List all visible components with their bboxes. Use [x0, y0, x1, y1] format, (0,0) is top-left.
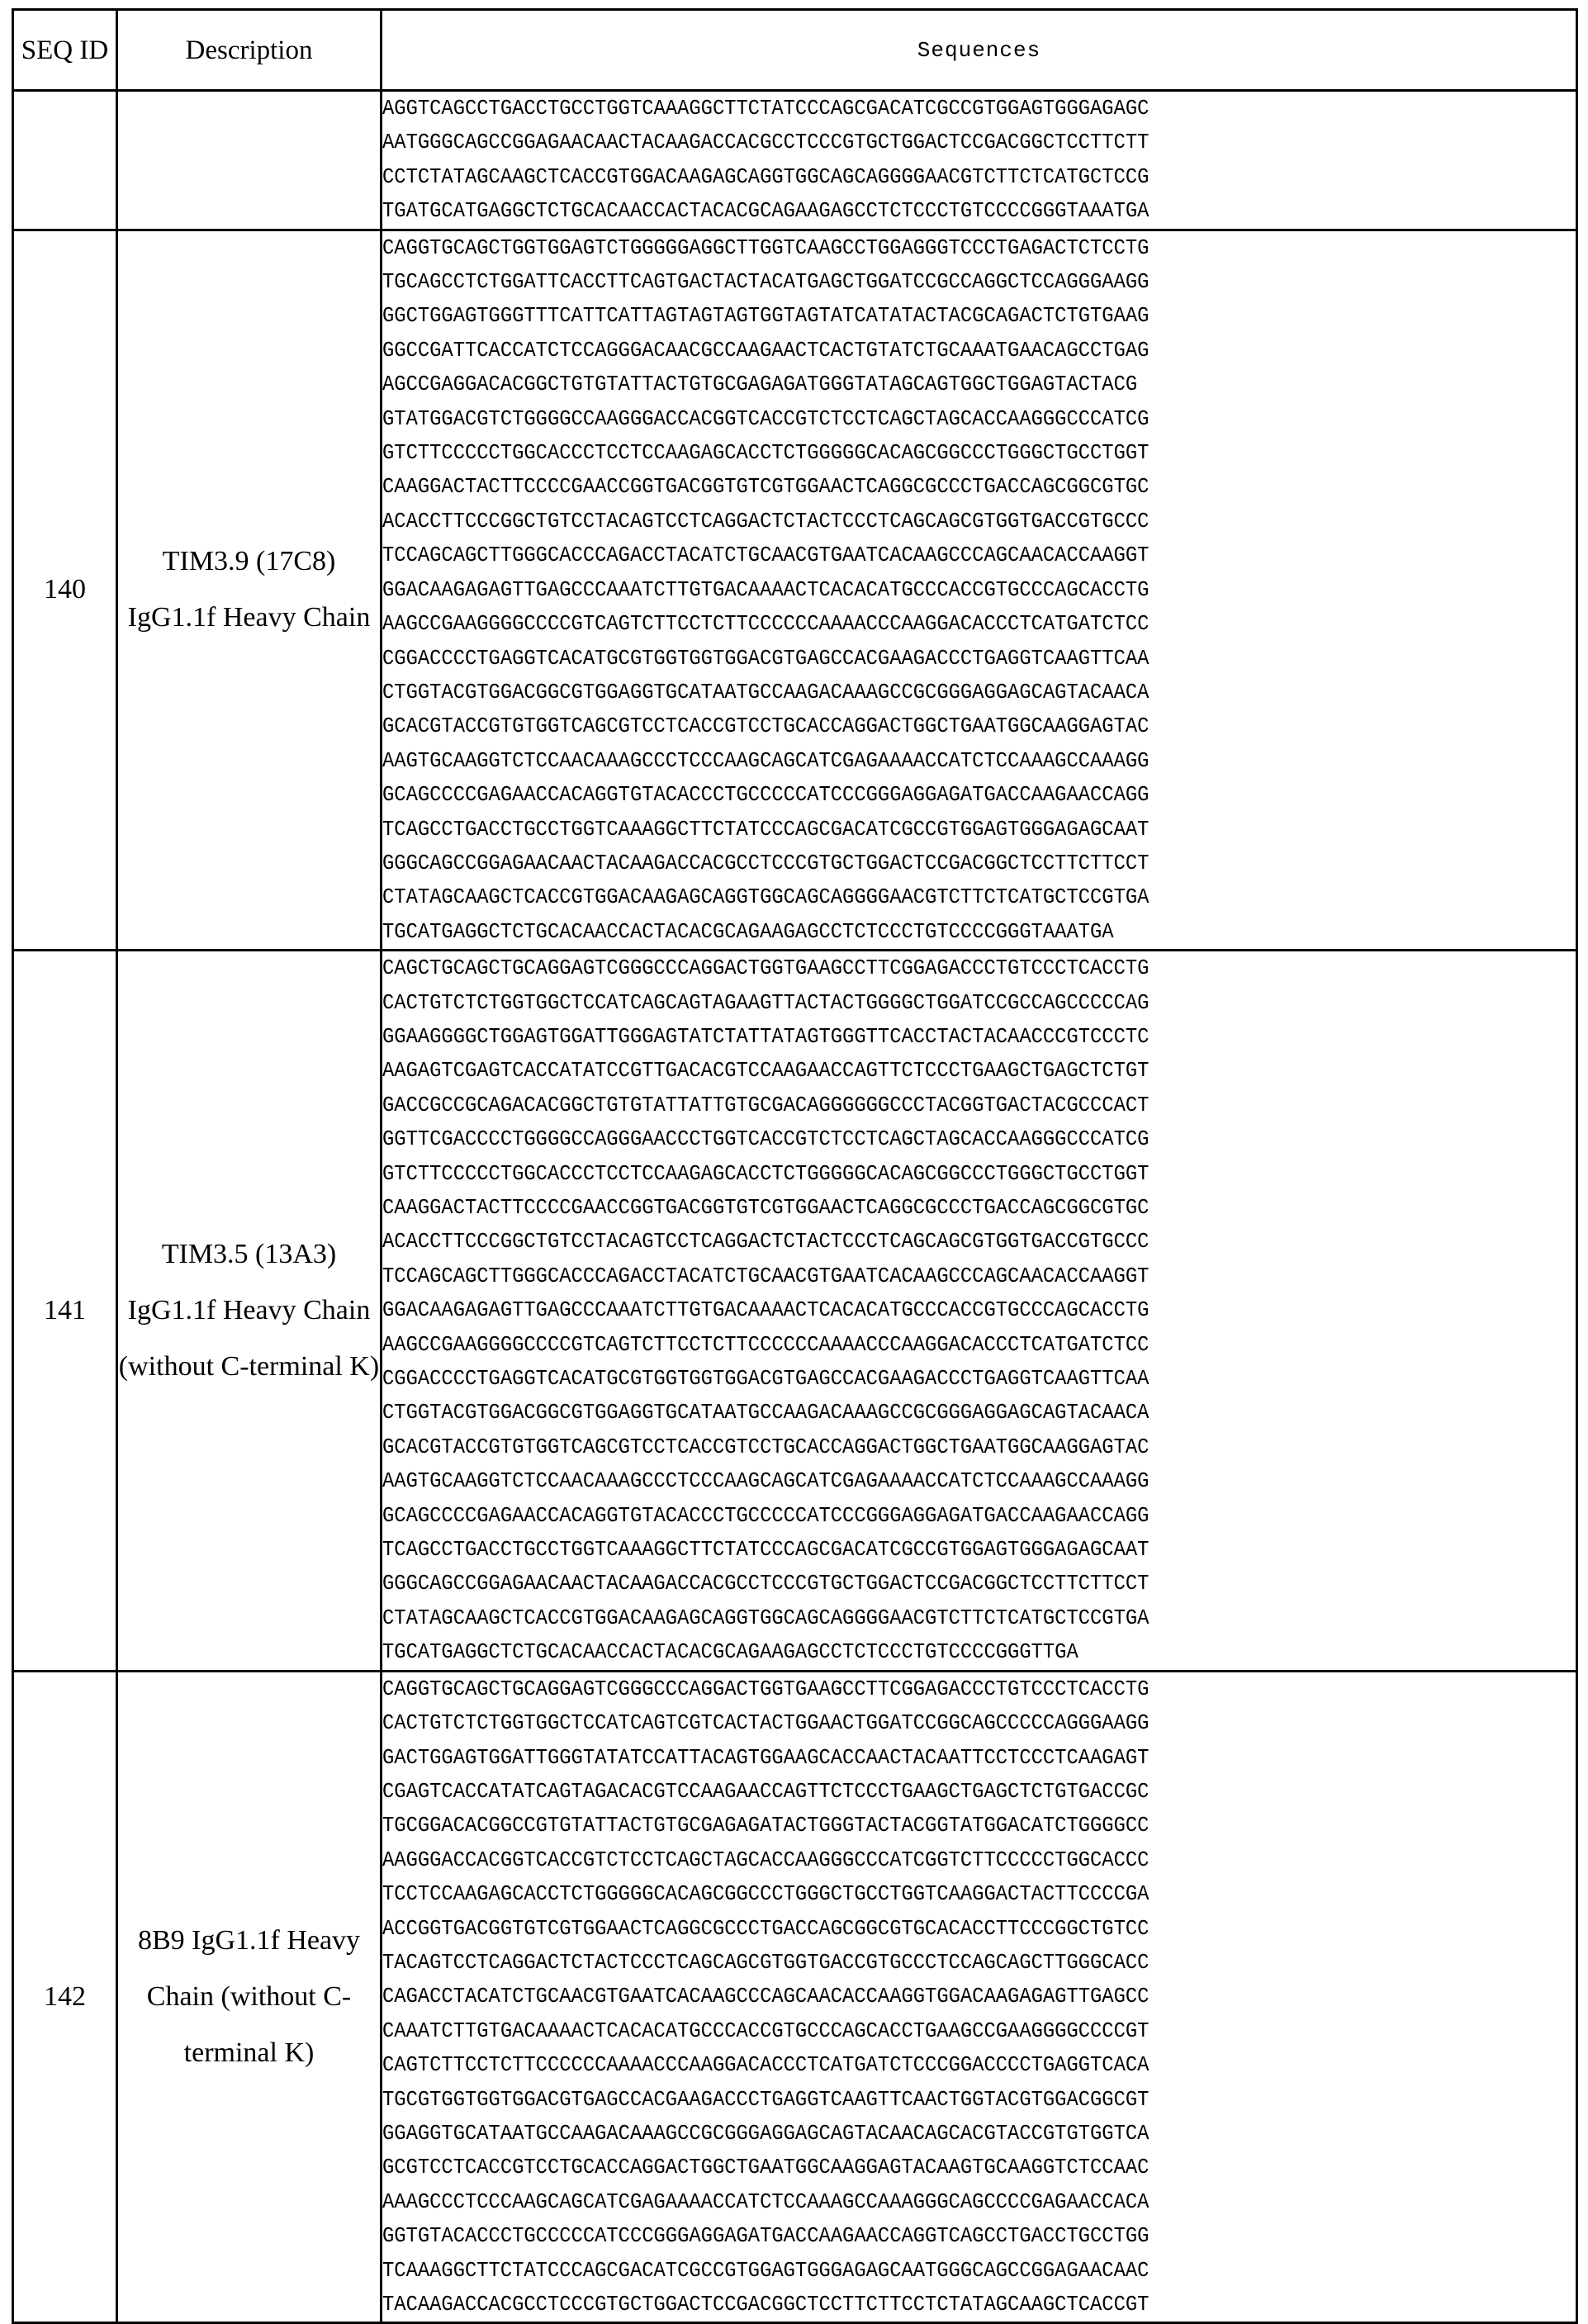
header-sequences: Sequences [382, 10, 1577, 91]
sequence-line: TACAAGACCACGCCTCCCGTGCTGGACTCCGACGGCTCCTTCTTCCTCTATAGCAAGCTCACCGT [382, 2293, 1150, 2317]
seq-id-cell: 140 [13, 230, 117, 951]
sequence-line: GGACAAGAGAGTTGAGCCCAAATCTTGTGACAAAACTCACACATGCCCACCGTGCCCAGCACCTG [382, 1298, 1150, 1323]
sequence-line: CAAATCTTGTGACAAAACTCACACATGCCCACCGTGCCCAGCACCTGAAGCCGAAGGGGCCCCGT [382, 2018, 1150, 2043]
sequence-line: TGATGCATGAGGCTCTGCACAACCACTACACGCAGAAGAGCCTCTCCCTGTCCCCGGGTAAATGA [382, 199, 1150, 224]
sequence-line: TCAGCCTGACCTGCCTGGTCAAAGGCTTCTATCCCAGCGACATCGCCGTGGAGTGGGAGAGCAAT [382, 1538, 1150, 1563]
sequence-line: AAGTGCAAGGTCTCCAACAAAGCCCTCCCAAGCAGCATCGAGAAAACCATCTCCAAAGCCAAAGG [382, 1469, 1150, 1494]
table-row [13, 1671, 1577, 2323]
sequence-line: TCAAAGGCTTCTATCCCAGCGACATCGCCGTGGAGTGGGAGAGCAATGGGCAGCCGGAGAACAAC [382, 2258, 1150, 2283]
sequence-line: GTATGGACGTCTGGGGCCAAGGGACCACGGTCACCGTCTCCTCAGCTAGCACCAAGGGCCCATCG [382, 406, 1150, 431]
sequence-line: TCCAGCAGCTTGGGCACCCAGACCTACATCTGCAACGTGAATCACAAGCCCAGCAACACCAAGGT [382, 1264, 1150, 1288]
sequence-line: GGAGGTGCATAATGCCAAGACAAAGCCGCGGGAGGAGCAGTACAACAGCACGTACCGTGTGGTCA [382, 2121, 1150, 2146]
sequence-line: GGGCAGCCGGAGAACAACTACAAGACCACGCCTCCCGTGCTGGACTCCGACGGCTCCTTCTTCCT [382, 851, 1150, 875]
sequence-line: GACTGGAGTGGATTGGGTATATCCATTACAGTGGAAGCACCAACTACAATTCCTCCCTCAAGAGT [382, 1745, 1150, 1770]
sequence-line: TGCAGCCTCTGGATTCACCTTCAGTGACTACTACATGAGCTGGATCCGCCAGGCTCCAGGGAAGG [382, 270, 1150, 295]
sequence-line: CGGACCCCTGAGGTCACATGCGTGGTGGTGGACGTGAGCCACGAAGACCCTGAGGTCAAGTTCAA [382, 1367, 1150, 1392]
sequence-line: CGAGTCACCATATCAGTAGACACGTCCAAGAACCAGTTCTCCCTGAAGCTGAGCTCTGTGACCGC [382, 1779, 1150, 1804]
sequence-line: GTCTTCCCCCTGGCACCCTCCTCCAAGAGCACCTCTGGGGGCACAGCGGCCCTGGGCTGCCTGGT [382, 1161, 1150, 1186]
sequence-line: TCCAGCAGCTTGGGCACCCAGACCTACATCTGCAACGTGAATCACAAGCCCAGCAACACCAAGGT [382, 543, 1150, 568]
seq-id-cell: 142 [13, 1671, 117, 2323]
sequence-line: CCTCTATAGCAAGCTCACCGTGGACAAGAGCAGGTGGCAGCAGGGGAACGTCTTCTCATGCTCCG [382, 164, 1150, 189]
sequence-line: AAGCCGAAGGGGCCCCGTCAGTCTTCCTCTTCCCCCCAAAACCCAAGGACACCCTCATGATCTCC [382, 1332, 1150, 1357]
sequence-cell [382, 91, 1577, 230]
sequence-line: CAGTCTTCCTCTTCCCCCCAAAACCCAAGGACACCCTCATGATCTCCCGGACCCCTGAGGTCACA [382, 2053, 1150, 2078]
header-description: Description [117, 10, 382, 91]
sequence-line: CAAGGACTACTTCCCCGAACCGGTGACGGTGTCGTGGAACTCAGGCGCCCTGACCAGCGGCGTGC [382, 475, 1150, 500]
sequence-line: ACACCTTCCCGGCTGTCCTACAGTCCTCAGGACTCTACTCCCTCAGCAGCGTGGTGACCGTGCCC [382, 509, 1150, 534]
sequence-line: AAAGCCCTCCCAAGCAGCATCGAGAAAACCATCTCCAAAGCCAAAGGGCAGCCCCGAGAACCACA [382, 2189, 1150, 2214]
sequence-line: AAGAGTCGAGTCACCATATCCGTTGACACGTCCAAGAACCAGTTCTCCCTGAAGCTGAGCTCTGT [382, 1059, 1150, 1084]
sequence-line: GGGCAGCCGGAGAACAACTACAAGACCACGCCTCCCGTGCTGGACTCCGACGGCTCCTTCTTCCT [382, 1572, 1150, 1596]
table-row [13, 951, 1577, 1672]
sequence-line: AAGGGACCACGGTCACCGTCTCCTCAGCTAGCACCAAGGGCCCATCGGTCTTCCCCCTGGCACCC [382, 1847, 1150, 1872]
sequence-cell [382, 1671, 1577, 2323]
sequence-line: AAGCCGAAGGGGCCCCGTCAGTCTTCCTCTTCCCCCCAAAACCCAAGGACACCCTCATGATCTCC [382, 612, 1150, 637]
sequence-line: CACTGTCTCTGGTGGCTCCATCAGTCGTCACTACTGGAACTGGATCCGGCAGCCCCCAGGGAAGG [382, 1711, 1150, 1736]
sequence-line: AAGTGCAAGGTCTCCAACAAAGCCCTCCCAAGCAGCATCGAGAAAACCATCTCCAAAGCCAAAGG [382, 748, 1150, 773]
sequence-line: TGCATGAGGCTCTGCACAACCACTACACGCAGAAGAGCCTCTCCCTGTCCCCGGGTAAATGA [382, 919, 1114, 944]
sequence-line: TGCATGAGGCTCTGCACAACCACTACACGCAGAAGAGCCTCTCCCTGTCCCCGGGTTGA [382, 1640, 1078, 1665]
sequence-line: AGGTCAGCCTGACCTGCCTGGTCAAAGGCTTCTATCCCAGCGACATCGCCGTGGAGTGGGAGAGC [382, 97, 1150, 121]
sequence-line: AGCCGAGGACACGGCTGTGTATTACTGTGCGAGAGATGGGTATAGCAGTGGCTGGAGTACTACG [382, 372, 1138, 397]
sequence-line: CTGGTACGTGGACGGCGTGGAGGTGCATAATGCCAAGACAAAGCCGCGGGAGGAGCAGTACAACA [382, 1401, 1150, 1425]
sequence-line: CAAGGACTACTTCCCCGAACCGGTGACGGTGTCGTGGAACTCAGGCGCCCTGACCAGCGGCGTGC [382, 1196, 1150, 1220]
sequence-line: CTATAGCAAGCTCACCGTGGACAAGAGCAGGTGGCAGCAGGGGAACGTCTTCTCATGCTCCGTGA [382, 885, 1150, 910]
sequence-line: CTGGTACGTGGACGGCGTGGAGGTGCATAATGCCAAGACAAAGCCGCGGGAGGAGCAGTACAACA [382, 680, 1150, 704]
sequence-line: CAGGTGCAGCTGCAGGAGTCGGGCCCAGGACTGGTGAAGCCTTCGGAGACCCTGTCCCTCACCTG [382, 1677, 1150, 1701]
description-cell: TIM3.5 (13A3) IgG1.1f Heavy Chain (without C-terminal K) [117, 951, 382, 1672]
sequence-line: GGAAGGGGCTGGAGTGGATTGGGAGTATCTATTATAGTGGGTTCACCTACTACAACCCGTCCCTC [382, 1024, 1150, 1049]
sequence-line: GCACGTACCGTGTGGTCAGCGTCCTCACCGTCCTGCACCAGGACTGGCTGAATGGCAAGGAGTAC [382, 714, 1150, 739]
sequence-line: TCCTCCAAGAGCACCTCTGGGGGCACAGCGGCCCTGGGCTGCCTGGTCAAGGACTACTTCCCCGA [382, 1882, 1150, 1907]
sequence-line: GGTGTACACCCTGCCCCCATCCCGGGAGGAGATGACCAAGAACCAGGTCAGCCTGACCTGCCTGG [382, 2224, 1150, 2249]
header-seq-id: SEQ ID [13, 10, 117, 91]
sequence-line: GTCTTCCCCCTGGCACCCTCCTCCAAGAGCACCTCTGGGGGCACAGCGGCCCTGGGCTGCCTGGT [382, 441, 1150, 466]
sequence-line: TACAGTCCTCAGGACTCTACTCCCTCAGCAGCGTGGTGACCGTGCCCTCCAGCAGCTTGGGCACC [382, 1950, 1150, 1975]
sequence-line: GGACAAGAGAGTTGAGCCCAAATCTTGTGACAAAACTCACACATGCCCACCGTGCCCAGCACCTG [382, 577, 1150, 602]
sequence-line: CACTGTCTCTGGTGGCTCCATCAGCAGTAGAAGTTACTACTGGGGCTGGATCCGCCAGCCCCCAG [382, 990, 1150, 1015]
seq-id-cell: 141 [13, 951, 117, 1672]
sequence-line: TCAGCCTGACCTGCCTGGTCAAAGGCTTCTATCCCAGCGACATCGCCGTGGAGTGGGAGAGCAAT [382, 817, 1150, 842]
sequence-line: ACCGGTGACGGTGTCGTGGAACTCAGGCGCCCTGACCAGCGGCGTGCACACCTTCCCGGCTGTCC [382, 1916, 1150, 1941]
sequence-cell [382, 951, 1577, 1672]
sequence-line: CTATAGCAAGCTCACCGTGGACAAGAGCAGGTGGCAGCAGGGGAACGTCTTCTCATGCTCCGTGA [382, 1605, 1150, 1630]
table-row [13, 230, 1577, 951]
description-cell [117, 91, 382, 230]
sequence-line: TGCGGACACGGCCGTGTATTACTGTGCGAGAGATACTGGGTACTACGGTATGGACATCTGGGGCC [382, 1814, 1150, 1838]
sequence-line: TGCGTGGTGGTGGACGTGAGCCACGAAGACCCTGAGGTCAAGTTCAACTGGTACGTGGACGGCGT [382, 2087, 1150, 2112]
sequence-line: GGCTGGAGTGGGTTTCATTCATTAGTAGTAGTGGTAGTATCATATACTACGCAGACTCTGTGAAG [382, 304, 1150, 329]
description-cell: TIM3.9 (17C8) IgG1.1f Heavy Chain [117, 230, 382, 951]
sequence-line: CAGACCTACATCTGCAACGTGAATCACAAGCCCAGCAACACCAAGGTGGACAAGAGAGTTGAGCC [382, 1985, 1150, 2009]
table-row [13, 91, 1577, 230]
header-row [13, 10, 1577, 91]
sequence-line: GACCGCCGCAGACACGGCTGTGTATTATTGTGCGACAGGGGGGCCCTACGGTGACTACGCCCACT [382, 1093, 1150, 1117]
sequence-line: CAGGTGCAGCTGGTGGAGTCTGGGGGAGGCTTGGTCAAGCCTGGAGGGTCCCTGAGACTCTCCTG [382, 235, 1150, 260]
sequence-line: AATGGGCAGCCGGAGAACAACTACAAGACCACGCCTCCCGTGCTGGACTCCGACGGCTCCTTCTT [382, 130, 1150, 155]
sequence-line: CGGACCCCTGAGGTCACATGCGTGGTGGTGGACGTGAGCCACGAAGACCCTGAGGTCAAGTTCAA [382, 646, 1150, 671]
sequence-table [12, 8, 1578, 2324]
sequence-line: ACACCTTCCCGGCTGTCCTACAGTCCTCAGGACTCTACTCCCTCAGCAGCGTGGTGACCGTGCCC [382, 1230, 1150, 1254]
sequence-line: GCAGCCCCGAGAACCACAGGTGTACACCCTGCCCCCATCCCGGGAGGAGATGACCAAGAACCAGG [382, 783, 1150, 808]
sequence-line: CAGCTGCAGCTGCAGGAGTCGGGCCCAGGACTGGTGAAGCCTTCGGAGACCCTGTCCCTCACCTG [382, 956, 1150, 981]
sequence-line: GGCCGATTCACCATCTCCAGGGACAACGCCAAGAACTCACTGTATCTGCAAATGAACAGCCTGAG [382, 338, 1150, 363]
description-cell: 8B9 IgG1.1f Heavy Chain (without C-terminal K) [117, 1671, 382, 2323]
sequence-line: GCGTCCTCACCGTCCTGCACCAGGACTGGCTGAATGGCAAGGAGTACAAGTGCAAGGTCTCCAAC [382, 2156, 1150, 2180]
sequence-line: GCACGTACCGTGTGGTCAGCGTCCTCACCGTCCTGCACCAGGACTGGCTGAATGGCAAGGAGTAC [382, 1435, 1150, 1459]
seq-id-cell [13, 91, 117, 230]
sequence-cell [382, 230, 1577, 951]
sequence-line: GCAGCCCCGAGAACCACAGGTGTACACCCTGCCCCCATCCCGGGAGGAGATGACCAAGAACCAGG [382, 1503, 1150, 1528]
sequence-line: GGTTCGACCCCTGGGGCCAGGGAACCCTGGTCACCGTCTCCTCAGCTAGCACCAAGGGCCCATCG [382, 1127, 1150, 1152]
